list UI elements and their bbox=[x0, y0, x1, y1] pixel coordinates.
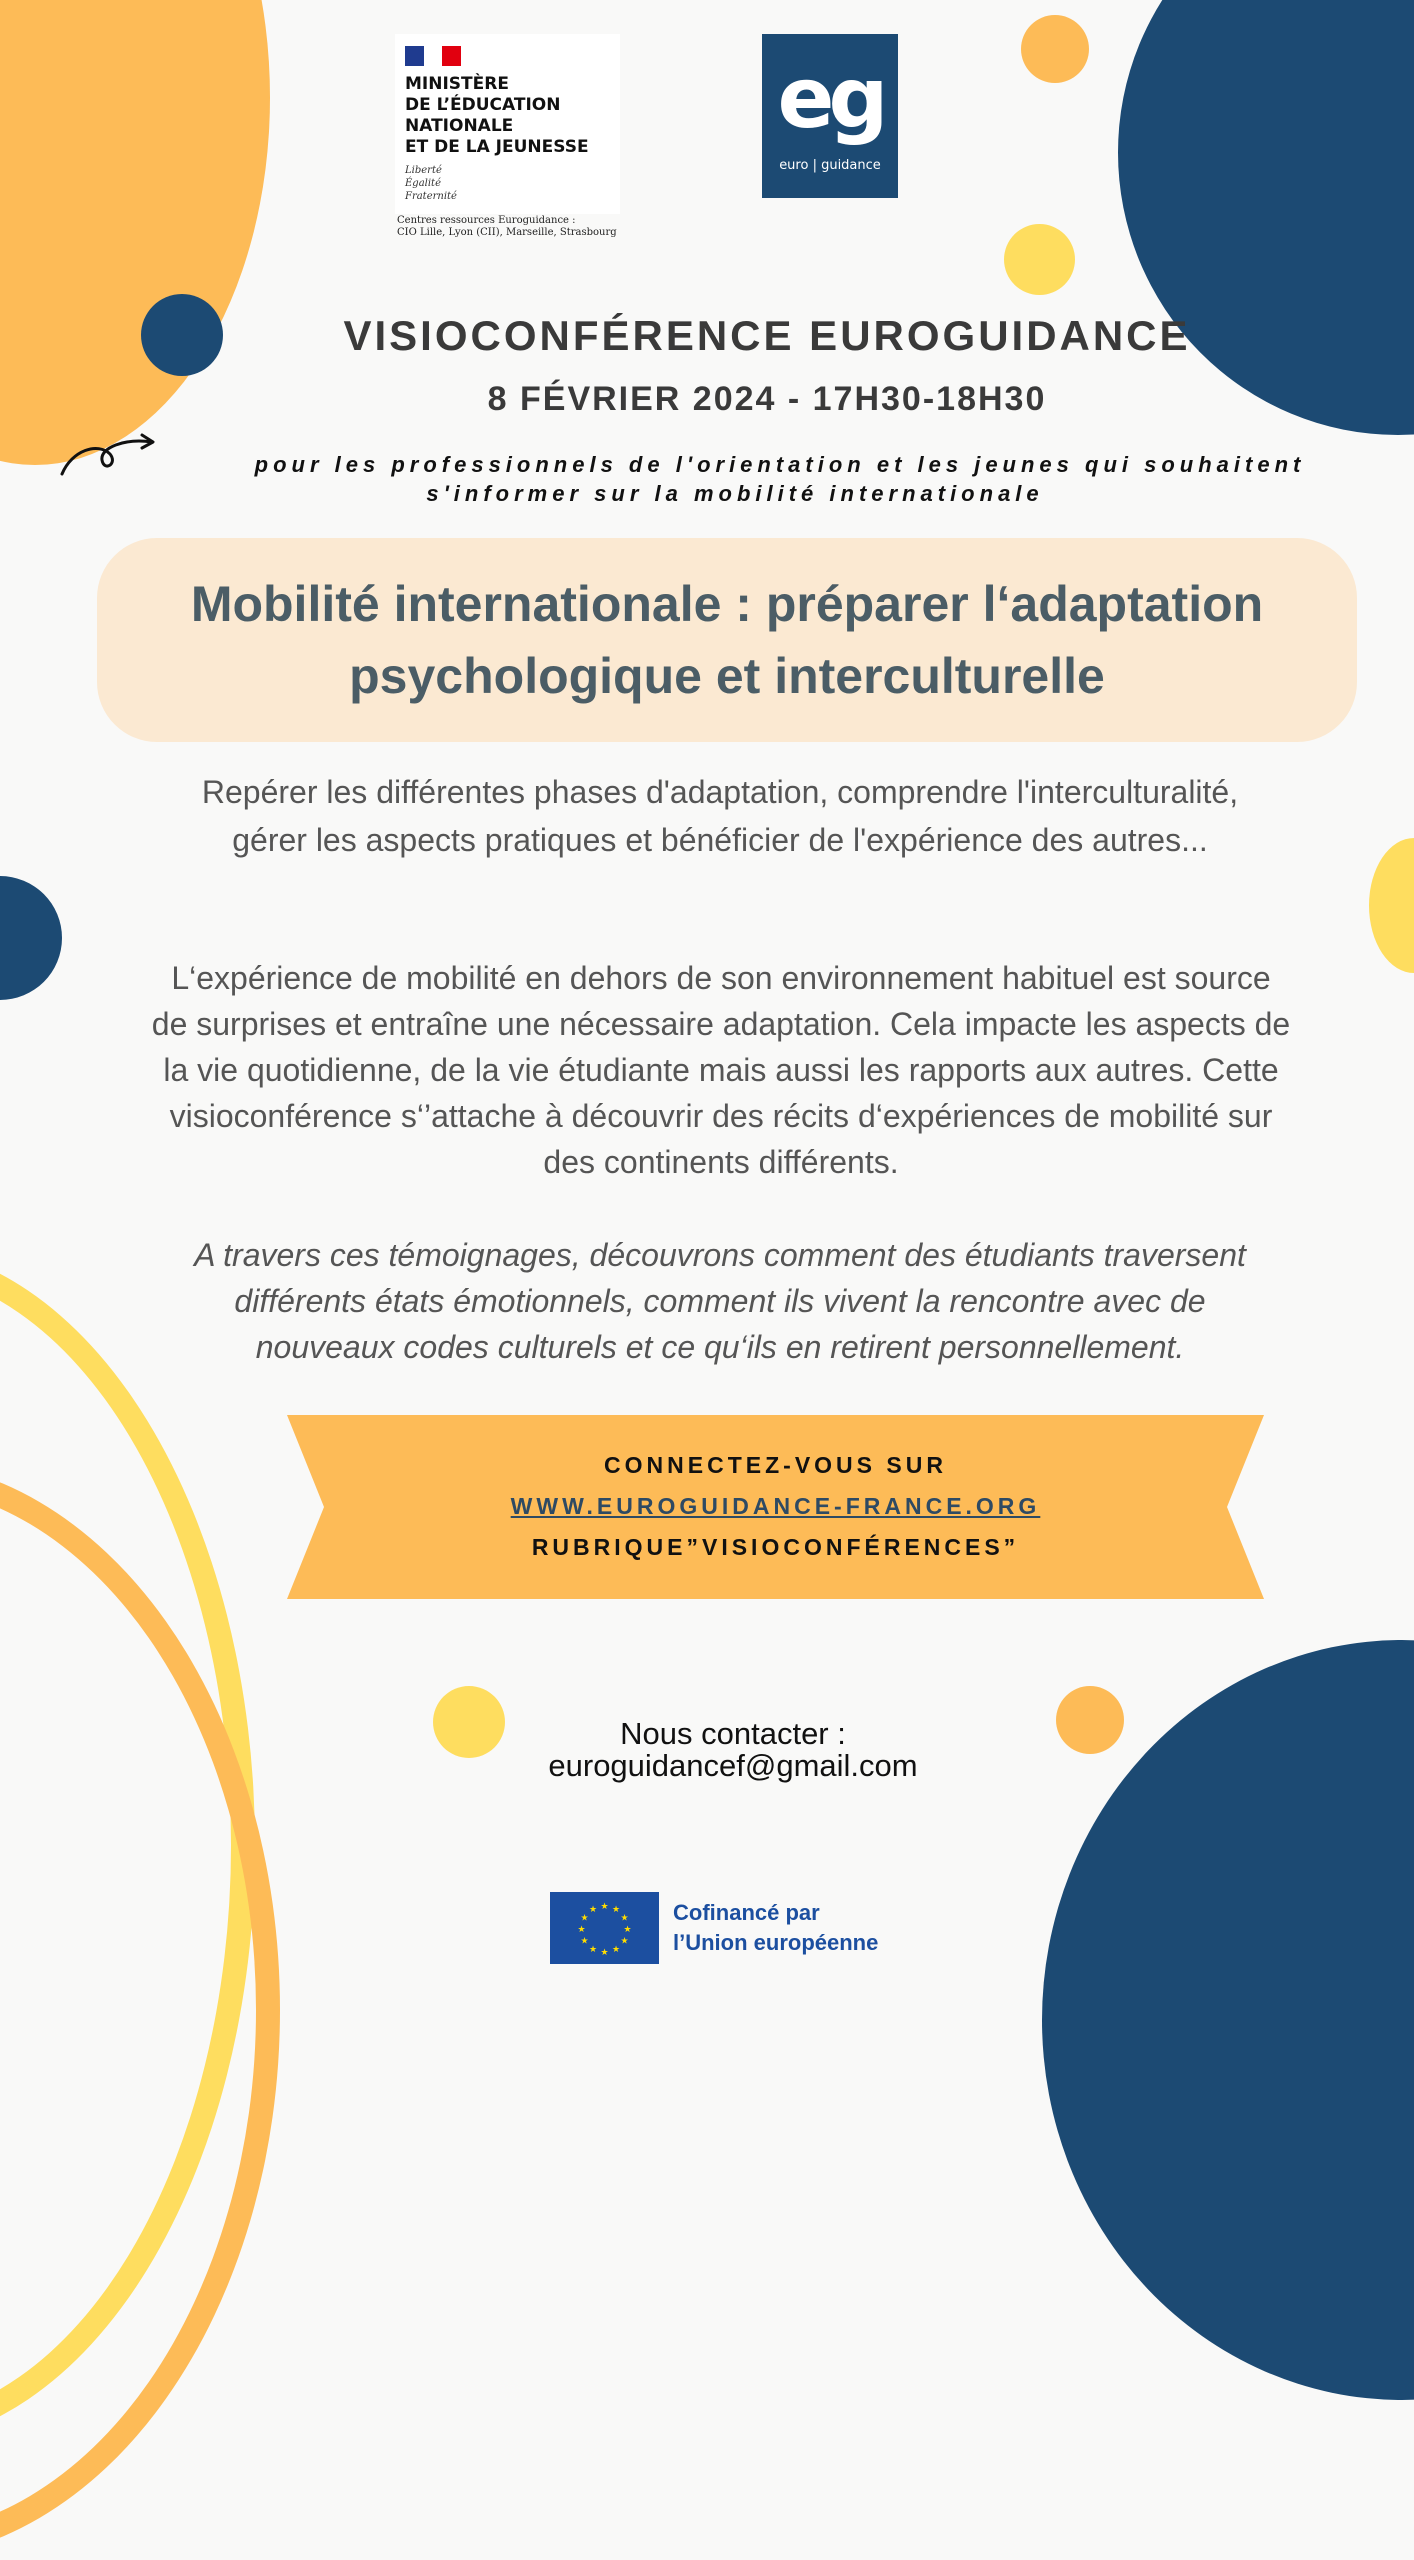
audience-line-2: s'informer sur la mobilité internationale bbox=[426, 481, 1044, 506]
svg-text:★: ★ bbox=[588, 1905, 598, 1915]
svg-text:★: ★ bbox=[580, 1936, 589, 1947]
euroguidance-logo-letters: eg bbox=[777, 49, 883, 147]
orange-ring-bottom-left bbox=[0, 1460, 280, 2560]
testimony-line-2: différents états émotionnels, comment ils vivent la rencontre avec de bbox=[234, 1283, 1206, 1319]
svg-text:★: ★ bbox=[577, 1925, 586, 1935]
svg-text:★: ★ bbox=[600, 1948, 609, 1958]
intro-paragraph bbox=[70, 768, 1370, 864]
svg-text:★: ★ bbox=[620, 1936, 629, 1947]
yellow-dot-top bbox=[1004, 224, 1075, 295]
ministry-name: MINISTÈRE DE L’ÉDUCATION NATIONALE ET DE LA JEUNESSE bbox=[405, 74, 589, 157]
contact-label: Nous contacter : bbox=[620, 1716, 846, 1751]
topic-box bbox=[97, 538, 1357, 742]
svg-text:★: ★ bbox=[620, 1913, 629, 1924]
body-line-2: de surprises et entraîne une nécessaire adaptation. Cela impacte les aspects de bbox=[151, 1006, 1291, 1042]
contact-block bbox=[26, 1718, 1414, 1782]
ministry-motto: Liberté Égalité Fraternité bbox=[405, 165, 457, 202]
svg-text:★: ★ bbox=[611, 1905, 621, 1915]
ministry-centres-note: Centres ressources Euroguidance : CIO Lille, Lyon (CII), Marseille, Strasbourg bbox=[397, 215, 617, 238]
body-line-1: L‘expérience de mobilité en dehors de son environnement habituel est source bbox=[171, 960, 1271, 996]
ministry-logo bbox=[395, 34, 620, 214]
intro-line-2: gérer les aspects pratiques et bénéficier de l'expérience des autres... bbox=[232, 822, 1208, 858]
body-paragraph bbox=[66, 955, 1376, 1185]
intro-line-1: Repérer les différentes phases d'adaptation, comprendre l'interculturalité, bbox=[201, 774, 1239, 810]
website-link[interactable]: WWW.EUROGUIDANCE-FRANCE.ORG bbox=[510, 1493, 1041, 1519]
curly-arrow-icon bbox=[58, 432, 158, 478]
svg-text:★: ★ bbox=[623, 1925, 632, 1935]
audience-line-1: pour les professionnels de l'orientation et les jeunes qui souhaitent bbox=[254, 452, 1306, 477]
banner-line-1: CONNECTEZ-VOUS SUR bbox=[604, 1452, 947, 1478]
navy-circle-top-right bbox=[1118, 0, 1414, 435]
euroguidance-logo-caption: euro | guidance bbox=[779, 158, 881, 173]
body-line-5: des continents différents. bbox=[543, 1144, 899, 1180]
connect-banner-text bbox=[287, 1445, 1264, 1568]
topic-title-line-1: Mobilité internationale : préparer l‘adaptation bbox=[190, 576, 1264, 632]
svg-text:★: ★ bbox=[588, 1945, 598, 1955]
contact-email[interactable]: euroguidancef@gmail.com bbox=[548, 1748, 918, 1783]
navy-half-circle-left bbox=[0, 876, 62, 1000]
testimony-paragraph bbox=[70, 1232, 1370, 1370]
orange-dot-top bbox=[1021, 15, 1089, 83]
euroguidance-logo bbox=[762, 34, 898, 198]
banner-line-3: RUBRIQUE”VISIOCONFÉRENCES” bbox=[531, 1534, 1020, 1560]
topic-title-line-2: psychologique et interculturelle bbox=[349, 648, 1105, 704]
eu-flag-icon bbox=[550, 1892, 659, 1964]
svg-text:★: ★ bbox=[580, 1913, 589, 1924]
event-title: VISIOCONFÉRENCE EUROGUIDANCE bbox=[343, 312, 1191, 359]
body-line-3: la vie quotidienne, de la vie étudiante mais aussi les rapports aux autres. Cette bbox=[163, 1052, 1279, 1088]
eu-cofunding-text: Cofinancé par l’Union européenne bbox=[673, 1900, 879, 1955]
audience-text bbox=[160, 450, 1400, 508]
testimony-line-1: A travers ces témoignages, découvrons comment des étudiants traversent bbox=[194, 1237, 1246, 1273]
testimony-line-3: nouveaux codes culturels et ce qu‘ils en retirent personnellement. bbox=[255, 1329, 1185, 1365]
french-flag-icon bbox=[405, 46, 461, 66]
body-line-4: visioconférence s‘’attache à découvrir des récits d‘expériences de mobilité sur bbox=[169, 1098, 1273, 1134]
yellow-half-circle-right bbox=[1369, 838, 1414, 973]
event-date: 8 FÉVRIER 2024 - 17H30-18H30 bbox=[487, 380, 1047, 418]
svg-text:★: ★ bbox=[611, 1945, 621, 1955]
svg-text:★: ★ bbox=[600, 1902, 609, 1912]
topic-title bbox=[191, 568, 1263, 712]
